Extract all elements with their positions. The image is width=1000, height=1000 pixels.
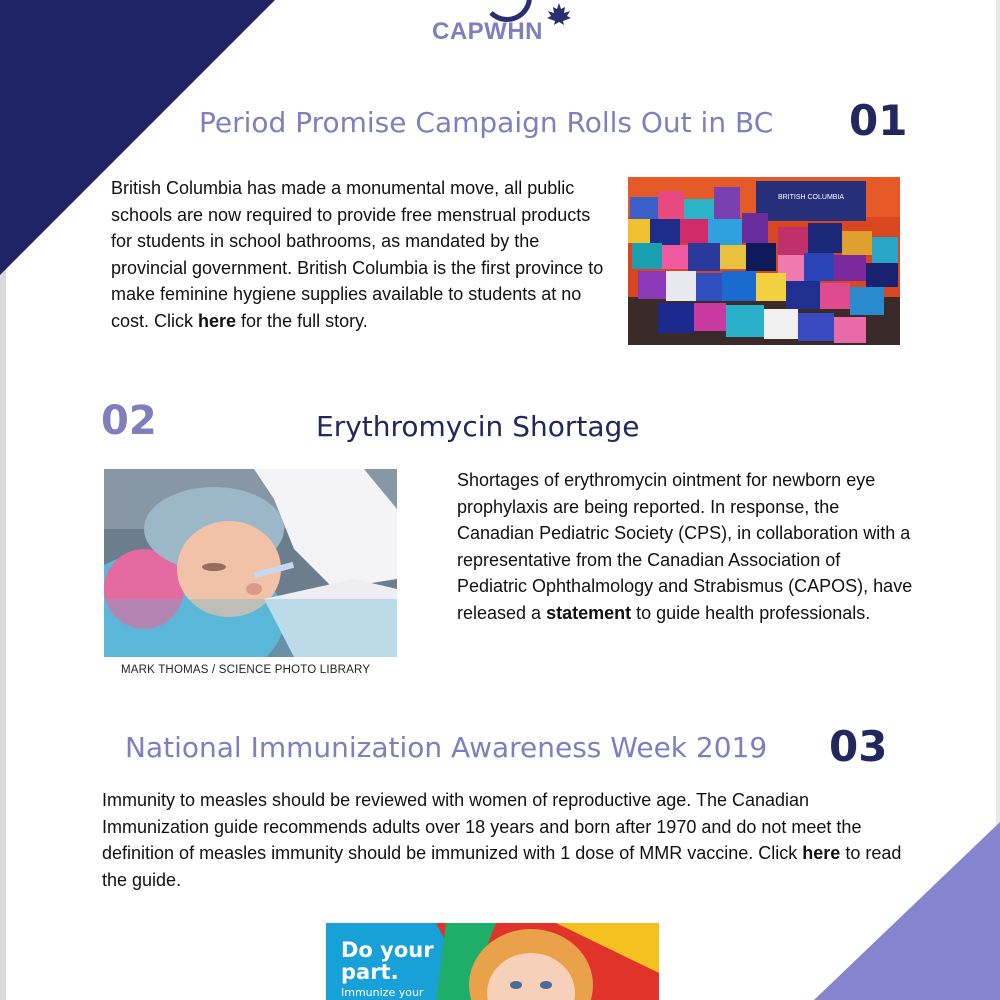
section1-title: Period Promise Campaign Rolls Out in BC bbox=[199, 106, 774, 139]
immunization-poster bbox=[326, 923, 659, 1000]
section1-number: 01 bbox=[849, 96, 908, 145]
photo-caption: MARK THOMAS / SCIENCE PHOTO LIBRARY bbox=[121, 664, 371, 676]
section1-here-link[interactable]: here bbox=[198, 310, 237, 331]
section1-body-end: for the full story. bbox=[236, 310, 368, 331]
section2-title: Erythromycin Shortage bbox=[316, 410, 640, 443]
newborn-eye-drops-photo bbox=[104, 469, 397, 657]
section3-number: 03 bbox=[829, 722, 888, 771]
poster-subtext: Immunize your bbox=[341, 986, 424, 999]
section1-body bbox=[111, 175, 616, 335]
section3-body-end: to read the guide. bbox=[102, 843, 902, 890]
section3-title: National Immunization Awareness Week 2019 bbox=[125, 731, 768, 764]
menstrual-products-photo bbox=[628, 177, 900, 345]
section1-body-text: British Columbia has made a monumental move, all public schools are now required to provide free menstrual products for students in school bathrooms, as mandated by the provincial government. British Columbia is the first province to make feminine hygiene supplies available to students at no cost. Click bbox=[111, 178, 604, 331]
poster-headline-1: Do your bbox=[341, 938, 434, 962]
logo-text: CAPWHN bbox=[432, 18, 543, 45]
banner-text: BRITISH COLUMBIA bbox=[777, 194, 845, 201]
section3-here-link[interactable]: here bbox=[802, 843, 841, 864]
section2-body-end: to guide health professionals. bbox=[631, 602, 871, 623]
section2-statement-link[interactable]: statement bbox=[546, 602, 632, 623]
section3-body bbox=[102, 787, 912, 893]
section2-number: 02 bbox=[101, 398, 157, 444]
poster-headline-2: part. bbox=[341, 960, 399, 984]
capwhn-logo bbox=[432, 0, 582, 52]
maple-leaf-icon bbox=[545, 2, 573, 28]
section2-body-text: Shortages of erythromycin ointment for newborn eye prophylaxis are being reported. In response, the Canadian Pediatric Society (CPS), in collaboration with a representative from the Canadian Association of Pediatric Ophthalmology and Strabismus (CAPOS), have released a bbox=[457, 470, 913, 623]
section3-body-text: Immunity to measles should be reviewed with women of reproductive age. The Canadian Immunization guide recommends adults over 18 years and born after 1970 and do not meet the definition of measles immunity should be immunized with 1 dose of MMR vaccine. Click bbox=[102, 790, 862, 864]
section2-body bbox=[457, 467, 913, 627]
